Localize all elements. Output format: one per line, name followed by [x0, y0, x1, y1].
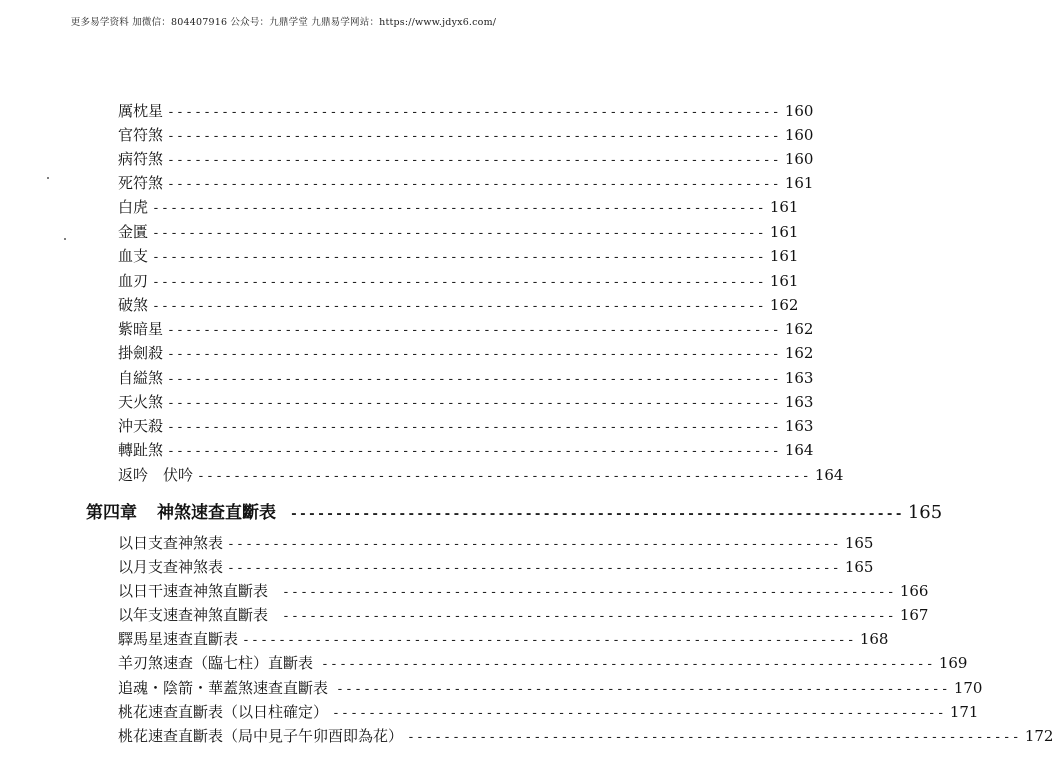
dot-leader: -------------------------------------------------------------------- — [227, 561, 841, 576]
toc-entry[interactable] — [118, 414, 814, 438]
toc-entry-title: 紫暗星 — [118, 320, 164, 338]
dot-leader: -------------------------------------------------------------------- — [227, 537, 841, 552]
toc-entry-title: 血支 — [118, 247, 149, 265]
dot-leader: -------------------------------------------------------------------- — [407, 730, 1021, 745]
scan-speck — [64, 238, 66, 240]
toc-entry[interactable] — [118, 555, 874, 579]
toc-entry-page: 160 — [784, 126, 814, 144]
toc-entry-title: 以月支查神煞表 — [118, 558, 224, 576]
toc-entry-title: 以日干速查神煞直斷表 — [118, 582, 269, 600]
toc-entry[interactable] — [118, 269, 799, 293]
toc-entry-page: 163 — [784, 369, 814, 387]
toc-entry-page: 172 — [1024, 727, 1053, 745]
chapter-heading[interactable] — [86, 500, 943, 526]
toc-entry-page: 160 — [784, 150, 814, 168]
dot-leader: -------------------------------------------------------------------- — [152, 275, 766, 290]
toc-entry-title: 厲枕星 — [118, 102, 164, 120]
toc-entry[interactable] — [118, 438, 814, 462]
toc-entry[interactable] — [118, 171, 814, 195]
dot-leader: -------------------------------------------------------------------- — [167, 444, 781, 459]
toc-entry-title: 白虎 — [118, 198, 149, 216]
toc-entry-page: 168 — [859, 630, 889, 648]
toc-entry[interactable] — [118, 99, 814, 123]
dot-leader: -------------------------------------------------------------------- — [167, 323, 781, 338]
dot-leader: -------------------------------------------------------------------- — [282, 609, 896, 624]
toc-entry-page: 167 — [899, 606, 929, 624]
toc-entry[interactable] — [118, 651, 968, 675]
chapter-page: 165 — [907, 502, 943, 523]
chapter-label: 第四章 — [86, 503, 137, 523]
toc-entry-title: 返吟 伏吟 — [118, 466, 194, 484]
toc-entry[interactable] — [118, 531, 874, 555]
toc-entry[interactable] — [118, 724, 1053, 748]
toc-entry-title: 以年支速查神煞直斷表 — [118, 606, 269, 624]
dot-leader: -------------------------------------------------------------------- — [167, 396, 781, 411]
chapter-name: 神煞速查直斷表 — [157, 503, 276, 523]
page-header-watermark: 更多易学资料 加微信：804407916 公众号：九鼎学堂 九鼎易学网站：https://www.jdyx6.com/ — [70, 17, 497, 28]
toc-entry-title: 天火煞 — [118, 393, 164, 411]
toc-entry-page: 160 — [784, 102, 814, 120]
toc-entry[interactable] — [118, 293, 799, 317]
toc-entry-title: 掛劍殺 — [118, 344, 164, 362]
dot-leader: -------------------------------------------------------------------- — [332, 706, 946, 721]
toc-entry-title: 以日支查神煞表 — [118, 534, 224, 552]
toc-entry-title: 轉趾煞 — [118, 441, 164, 459]
dot-leader: -------------------------------------------------------------------- — [167, 177, 781, 192]
toc-entry-page: 163 — [784, 417, 814, 435]
scan-speck — [47, 177, 49, 179]
dot-leader: -------------------------------------------------------------------- — [290, 507, 904, 522]
toc-entry[interactable] — [118, 341, 814, 365]
toc-entry-title: 桃花速查直斷表（以日柱確定） — [118, 703, 329, 721]
toc-entry[interactable] — [118, 603, 929, 627]
dot-leader: -------------------------------------------------------------------- — [167, 420, 781, 435]
toc-entry-title: 血刃 — [118, 272, 149, 290]
toc-entry[interactable] — [118, 579, 929, 603]
toc-entry-page: 161 — [769, 247, 799, 265]
toc-entry-title: 官符煞 — [118, 126, 164, 144]
dot-leader: -------------------------------------------------------------------- — [282, 585, 896, 600]
toc-entry-page: 165 — [844, 558, 874, 576]
dot-leader: -------------------------------------------------------------------- — [152, 250, 766, 265]
dot-leader: -------------------------------------------------------------------- — [152, 201, 766, 216]
toc-entry-title: 羊刃煞速查（臨七柱）直斷表 — [118, 654, 314, 672]
toc-entry-page: 165 — [844, 534, 874, 552]
toc-entry-title: 死符煞 — [118, 174, 164, 192]
toc-entry[interactable] — [118, 390, 814, 414]
toc-entry-page: 162 — [784, 344, 814, 362]
toc-entry-page: 162 — [769, 296, 799, 314]
toc-entry-page: 161 — [769, 272, 799, 290]
toc-entry-page: 169 — [938, 654, 968, 672]
toc-entry-title: 桃花速查直斷表（局中見子午卯酉即為花） — [118, 727, 404, 745]
dot-leader: -------------------------------------------------------------------- — [197, 469, 811, 484]
toc-entry-page: 171 — [949, 703, 979, 721]
toc-entry[interactable] — [118, 195, 799, 219]
toc-entry[interactable] — [118, 700, 979, 724]
toc-entry-title: 沖天殺 — [118, 417, 164, 435]
toc-entry-page: 161 — [784, 174, 814, 192]
toc-entry-page: 161 — [769, 198, 799, 216]
dot-leader: -------------------------------------------------------------------- — [242, 633, 856, 648]
dot-leader: -------------------------------------------------------------------- — [152, 226, 766, 241]
toc-entry-page: 164 — [784, 441, 814, 459]
toc-entry-page: 162 — [784, 320, 814, 338]
toc-entry-title: 自縊煞 — [118, 369, 164, 387]
dot-leader: -------------------------------------------------------------------- — [336, 682, 950, 697]
dot-leader: -------------------------------------------------------------------- — [152, 299, 766, 314]
dot-leader: -------------------------------------------------------------------- — [167, 347, 781, 362]
dot-leader: -------------------------------------------------------------------- — [167, 129, 781, 144]
toc-entry-title: 驛馬星速查直斷表 — [118, 630, 239, 648]
toc-entry[interactable] — [118, 220, 799, 244]
toc-entry-title: 追魂・陰箭・華蓋煞速查直斷表 — [118, 679, 329, 697]
toc-entry-page: 163 — [784, 393, 814, 411]
toc-entry[interactable] — [118, 463, 844, 487]
toc-entry[interactable] — [118, 366, 814, 390]
dot-leader: -------------------------------------------------------------------- — [167, 153, 781, 168]
toc-entry[interactable] — [118, 123, 814, 147]
toc-entry[interactable] — [118, 676, 983, 700]
toc-entry-page: 166 — [899, 582, 929, 600]
toc-entry[interactable] — [118, 627, 889, 651]
toc-entry-title: 金匱 — [118, 223, 149, 241]
toc-entry-title: 破煞 — [118, 296, 149, 314]
toc-entry[interactable] — [118, 244, 799, 268]
dot-leader: -------------------------------------------------------------------- — [167, 105, 781, 120]
dot-leader: -------------------------------------------------------------------- — [321, 657, 935, 672]
toc-entry-title: 病符煞 — [118, 150, 164, 168]
toc-entry[interactable] — [118, 317, 814, 341]
toc-entry-page: 161 — [769, 223, 799, 241]
toc-entry[interactable] — [118, 147, 814, 171]
toc-entry-page: 170 — [953, 679, 983, 697]
toc-entry-page: 164 — [814, 466, 844, 484]
chapter-title — [86, 500, 276, 526]
dot-leader: -------------------------------------------------------------------- — [167, 372, 781, 387]
